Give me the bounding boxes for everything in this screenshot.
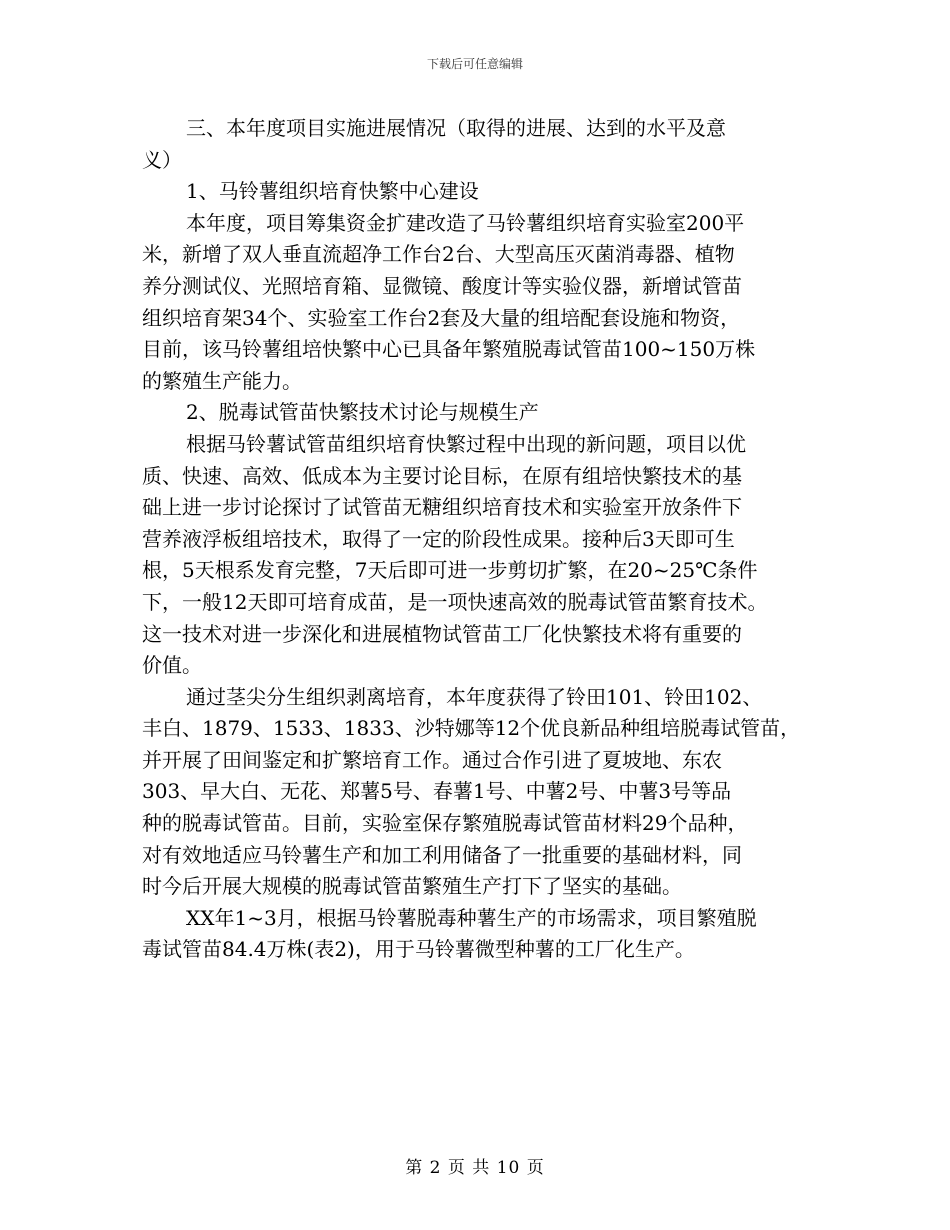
text-line: 根，5天根系发育完整，7天后即可进一步剪切扩繁，在20~25℃条件 — [142, 558, 758, 583]
text-line: 米，新增了双人垂直流超净工作台2台、大型高压灭菌消毒器、植物 — [142, 242, 735, 267]
text-line: 目前，该马铃薯组培快繁中心已具备年繁殖脱毒试管苗100~150万株 — [142, 337, 756, 362]
text-line: 价值。 — [142, 653, 202, 678]
text-line: 对有效地适应马铃薯生产和加工利用储备了一批重要的基础材料，同 — [142, 842, 742, 867]
text-line: 的繁殖生产能力。 — [142, 368, 302, 393]
text-line: 质、快速、高效、低成本为主要讨论目标，在原有组培快繁技术的基 — [142, 463, 742, 488]
page-number-footer: 第 2 页 共 10 页 — [405, 1158, 545, 1178]
text-line: 根据马铃薯试管苗组织培育快繁过程中出现的新问题，项目以优 — [186, 431, 746, 456]
text-line: 303、早大白、无花、郑薯5号、春薯1号、中薯2号、中薯3号等品 — [142, 779, 732, 804]
text-line: 这一技术对进一步深化和进展植物试管苗工厂化快繁技术将有重要的 — [142, 621, 742, 646]
text-line: 义） — [142, 147, 182, 172]
text-line: 础上进一步讨论探讨了试管苗无糖组织培育技术和实验室开放条件下 — [142, 495, 742, 520]
text-line: 毒试管苗84.4万株(表2)，用于马铃薯微型种薯的工厂化生产。 — [142, 937, 695, 962]
text-line: 下，一般12天即可培育成苗，是一项快速高效的脱毒试管苗繁育技术。 — [142, 589, 768, 614]
text-line: 通过茎尖分生组织剥离培育，本年度获得了铃田101、铃田102、 — [186, 684, 763, 709]
text-line: 养分测试仪、光照培育箱、显微镜、酸度计等实验仪器，新增试管苗 — [142, 273, 742, 298]
text-line: 种的脱毒试管苗。目前，实验室保存繁殖脱毒试管苗材料29个品种， — [142, 811, 748, 836]
document-body — [142, 113, 812, 966]
text-line: 1、马铃薯组织培育快繁中心建设 — [186, 179, 479, 204]
text-line: 组织培育架34个、实验室工作台2套及大量的组培配套设施和物资， — [142, 305, 741, 330]
text-line: 三、本年度项目实施进展情况（取得的进展、达到的水平及意 — [186, 116, 726, 140]
text-line: 并开展了田间鉴定和扩繁培育工作。通过合作引进了夏坡地、东农 — [142, 747, 722, 772]
text-line: 2、脱毒试管苗快繁技术讨论与规模生产 — [186, 400, 539, 425]
page-header: 下载后可任意编辑 — [426, 57, 523, 71]
text-line: 时今后开展大规模的脱毒试管苗繁殖生产打下了坚实的基础。 — [142, 874, 682, 899]
text-line: 丰白、1879、1533、1833、沙特娜等12个优良新品种组培脱毒试管苗， — [142, 716, 801, 741]
text-line: 本年度，项目筹集资金扩建改造了马铃薯组织培育实验室200平 — [186, 210, 745, 235]
text-line: 营养液浮板组培技术，取得了一定的阶段性成果。接种后3天即可生 — [142, 526, 735, 551]
text-line: XX年1~3月，根据马铃薯脱毒种薯生产的市场需求，项目繁殖脱 — [186, 905, 757, 930]
